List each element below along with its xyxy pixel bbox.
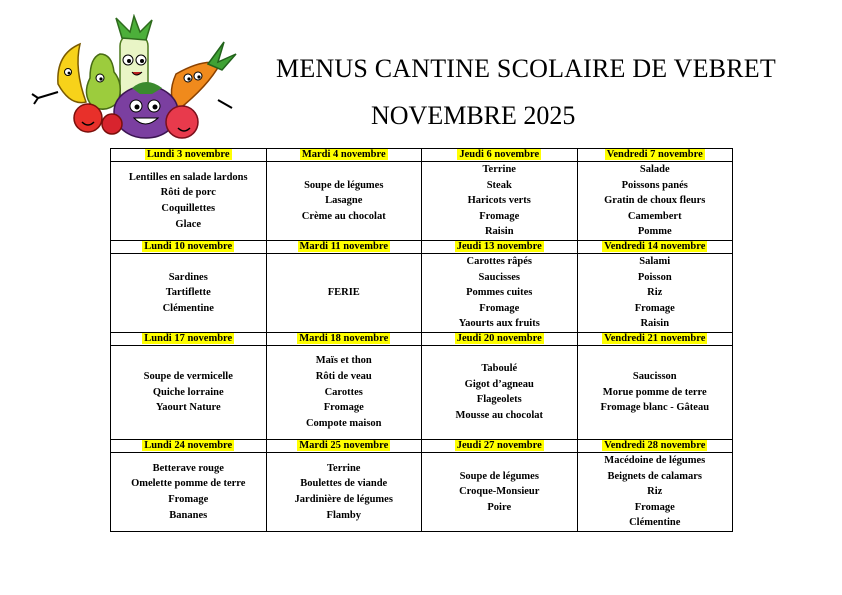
menu-item: Soupe de légumes [459, 470, 539, 482]
menu-item: Fromage [168, 493, 209, 505]
day-label: Jeudi 6 novembre [459, 149, 540, 160]
menu-item: Fromage [323, 402, 364, 414]
menu-item: Salami [639, 255, 671, 267]
menu-item: Raisin [640, 318, 670, 330]
week-menu-row [111, 345, 733, 439]
day-header [577, 332, 733, 345]
menu-item: Gratin de choux fleurs [604, 195, 706, 207]
menu-item: Fromage [479, 302, 520, 314]
menu-item: Soupe de vermicelle [143, 371, 233, 383]
menu-item: Yaourts aux fruits [458, 318, 540, 330]
day-label: Jeudi 20 novembre [456, 332, 542, 344]
menu-item: Morue pomme de terre [602, 386, 707, 398]
page-subtitle: NOVEMBRE 2025 [371, 101, 576, 130]
day-header [422, 240, 578, 253]
menu-item: Sardines [168, 271, 208, 283]
day-label: Lundi 24 novembre [144, 439, 233, 451]
menu-item: Fromage [634, 501, 675, 513]
day-menu-cell [266, 253, 422, 332]
day-menu-cell [577, 345, 733, 439]
day-label: Lundi 10 novembre [144, 240, 233, 252]
menu-item: Bananes [169, 509, 208, 521]
menu-item: Lasagne [325, 195, 363, 207]
menu-item: Macédoine de légumes [604, 454, 706, 466]
menu-item: Steak [486, 179, 512, 191]
menu-item: Tartiflette [165, 287, 211, 299]
menu-item: Rôti de porc [160, 187, 216, 199]
menu-item: Flageolets [476, 394, 522, 406]
menu-item: Lentilles en salade lardons [128, 171, 248, 183]
day-header [577, 439, 733, 452]
day-menu-cell [266, 452, 422, 531]
menu-item: Camembert [627, 210, 682, 222]
menu-item: Gigot d’agneau [464, 378, 534, 390]
week-menu-row [111, 253, 733, 332]
day-menu-cell [111, 452, 267, 531]
day-menu-cell [111, 253, 267, 332]
page-title: MENUS CANTINE SCOLAIRE DE VEBRET [276, 54, 776, 83]
day-label: Vendredi 21 novembre [604, 332, 706, 344]
menu-item: Haricots verts [467, 195, 531, 207]
day-menu-cell [111, 162, 267, 241]
menu-item: Jardinière de légumes [294, 493, 393, 505]
menu-item: FERIE [327, 287, 360, 299]
menu-item: Salade [639, 164, 670, 175]
menu-item: Betterave rouge [152, 462, 224, 474]
menu-item: Omelette pomme de terre [131, 478, 246, 490]
menu-item: Flamby [326, 509, 361, 521]
week-header-row [111, 439, 733, 452]
day-menu-cell [577, 452, 733, 531]
week-header-row [111, 332, 733, 345]
day-header [422, 332, 578, 345]
menu-item: Terrine [327, 462, 361, 474]
menu-item: Clémentine [629, 517, 681, 529]
menu-item: Riz [647, 287, 663, 299]
menu-item: Poire [487, 501, 512, 513]
menu-item: Soupe de légumes [304, 179, 384, 191]
menu-item: Quiche lorraine [152, 386, 224, 398]
menu-item: Clémentine [162, 302, 214, 314]
day-header [577, 149, 733, 162]
day-menu-cell [266, 345, 422, 439]
menu-item: Poisson [637, 271, 672, 283]
day-menu-cell [266, 162, 422, 241]
menu-item: Compote maison [305, 417, 382, 429]
day-menu-cell [422, 452, 578, 531]
menu-item: Coquillettes [161, 202, 216, 214]
day-header [266, 240, 422, 253]
menu-item: Crème au chocolat [301, 210, 386, 222]
vegetables-fruits-characters-icon [28, 14, 238, 146]
day-label: Lundi 3 novembre [146, 149, 230, 160]
day-menu-cell [422, 345, 578, 439]
day-header [422, 149, 578, 162]
day-header [111, 240, 267, 253]
day-label: Mardi 11 novembre [299, 240, 388, 252]
menu-item: Taboulé [481, 363, 518, 375]
menu-item: Riz [647, 486, 663, 498]
menu-item: Rôti de veau [315, 371, 372, 383]
day-header [111, 439, 267, 452]
day-label: Mardi 25 novembre [299, 439, 389, 451]
menu-item: Poissons panés [621, 179, 688, 191]
menu-table [110, 148, 733, 532]
menu-item: Croque-Monsieur [459, 486, 540, 498]
day-header [577, 240, 733, 253]
day-menu-cell [422, 162, 578, 241]
menu-item: Boulettes de viande [300, 478, 388, 490]
menu-item: Terrine [482, 164, 516, 175]
day-label: Mardi 18 novembre [299, 332, 389, 344]
day-label: Vendredi 28 novembre [604, 439, 706, 451]
menu-item: Carottes [324, 386, 363, 398]
week-menu-row [111, 162, 733, 241]
day-menu-cell [111, 345, 267, 439]
menu-item: Fromage blanc - Gâteau [600, 402, 710, 414]
menu-item: Mousse au chocolat [455, 410, 543, 422]
week-menu-row [111, 452, 733, 531]
menu-item: Yaourt Nature [155, 402, 221, 414]
day-label: Lundi 17 novembre [144, 332, 233, 344]
day-menu-cell [577, 162, 733, 241]
day-header [111, 332, 267, 345]
menu-item: Glace [175, 218, 202, 230]
day-header [422, 439, 578, 452]
menu-item: Maïs et thon [315, 355, 372, 367]
menu-item: Raisin [484, 226, 514, 238]
day-label: Vendredi 14 novembre [604, 240, 706, 252]
day-menu-cell [577, 253, 733, 332]
day-header [266, 439, 422, 452]
day-header [266, 332, 422, 345]
menu-item: Saucisses [478, 271, 520, 283]
week-header-row [111, 149, 733, 162]
menu-item: Carottes râpés [466, 255, 532, 267]
menu-item: Pomme [637, 226, 672, 238]
menu-item: Fromage [634, 302, 675, 314]
day-header [111, 149, 267, 162]
day-label: Vendredi 7 novembre [606, 149, 703, 160]
day-label: Mardi 4 novembre [301, 149, 386, 160]
day-header [266, 149, 422, 162]
week-header-row [111, 240, 733, 253]
menu-item: Beignets de calamars [607, 470, 702, 482]
menu-item: Saucisson [632, 371, 677, 383]
menu-item: Fromage [479, 210, 520, 222]
menu-item: Pommes cuites [466, 287, 533, 299]
day-label: Jeudi 13 novembre [456, 240, 542, 252]
day-menu-cell [422, 253, 578, 332]
day-label: Jeudi 27 novembre [456, 439, 542, 451]
